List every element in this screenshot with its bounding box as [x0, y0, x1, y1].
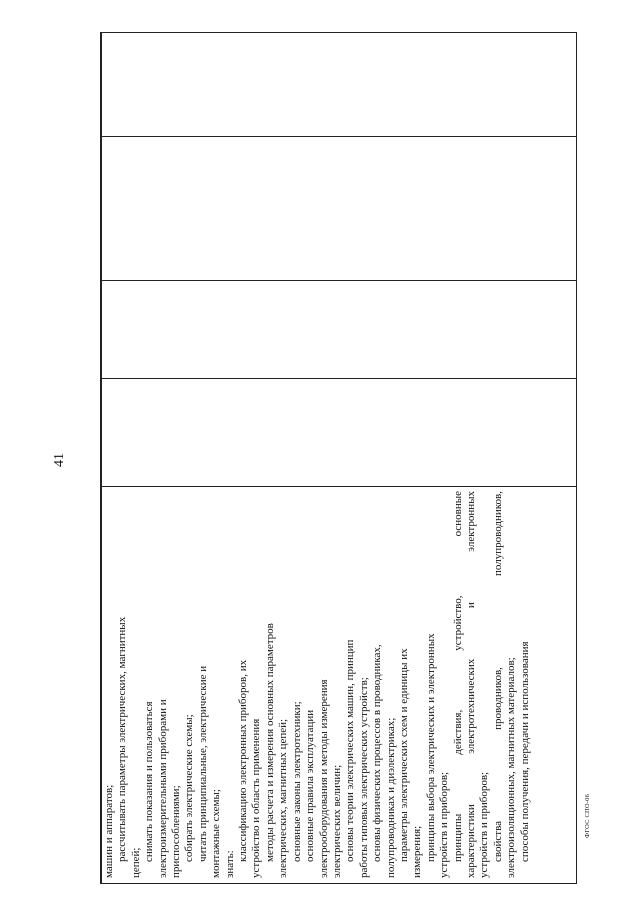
- text-line: основы теории электрических машин, принцип: [344, 639, 357, 862]
- text-line: электроизоляционных, магнитных материалов;: [505, 657, 518, 878]
- text-line: классификацию электронных приборов, их: [237, 659, 250, 862]
- text-line: характеристики электротехнических и электронных: [464, 491, 477, 878]
- text-line: цепей;: [129, 847, 142, 878]
- text-line: электрооборудования и методы измерения: [317, 679, 330, 878]
- requirements-cell: [100, 485, 577, 884]
- text-line: основы физических процессов в проводниках,: [371, 644, 384, 862]
- text-line: свойства проводников, полупроводников,: [491, 491, 504, 862]
- text-line: электрических величин;: [330, 764, 343, 878]
- text-line: читать принципиальные, электрические и: [196, 665, 209, 862]
- text-line: принципы действия, устройство, основные: [451, 491, 464, 862]
- row-divider-3: [101, 378, 576, 379]
- text-line: параметры электрических схем и единицы их: [397, 648, 410, 862]
- text-line: рассчитывать параметры электрических, магнитных: [116, 616, 129, 862]
- text-line: машин и аппаратов;: [103, 784, 115, 878]
- text-line: способы получения, передачи и использования: [518, 641, 531, 862]
- text-line: устройств и приборов;: [438, 771, 451, 878]
- text-line: снимать показания и пользоваться: [143, 701, 156, 862]
- row-divider-1: [101, 136, 576, 137]
- requirements-text: [100, 485, 577, 884]
- text-line: приспособлениями;: [170, 785, 183, 878]
- text-line: знать:: [223, 850, 236, 878]
- page-number: 41: [52, 453, 67, 467]
- text-line: работы типовых электрических устройств;: [357, 677, 370, 878]
- text-line: измерения;: [411, 825, 424, 878]
- text-line: устройство и область применения: [250, 718, 263, 878]
- text-line: основные правила эксплуатации: [304, 709, 317, 862]
- text-line: собирать электрические схемы;: [183, 714, 196, 862]
- text-line: методы расчета и измерения основных параметров: [263, 623, 276, 862]
- row-divider-2: [101, 280, 576, 281]
- text-line: электроизмерительными приборами и: [156, 699, 169, 878]
- text-line: полупроводниках и диэлектриках;: [384, 717, 397, 878]
- text-line: устройств и приборов;: [478, 771, 491, 878]
- text-line: принципы выбора электрических и электронных: [424, 633, 437, 862]
- footer-code: ФГОС СПО-06: [584, 793, 591, 838]
- text-line: электрических, магнитных цепей;: [277, 718, 290, 878]
- text-line: основные законы электротехники;: [290, 701, 303, 862]
- text-line: монтажные схемы;: [210, 789, 223, 878]
